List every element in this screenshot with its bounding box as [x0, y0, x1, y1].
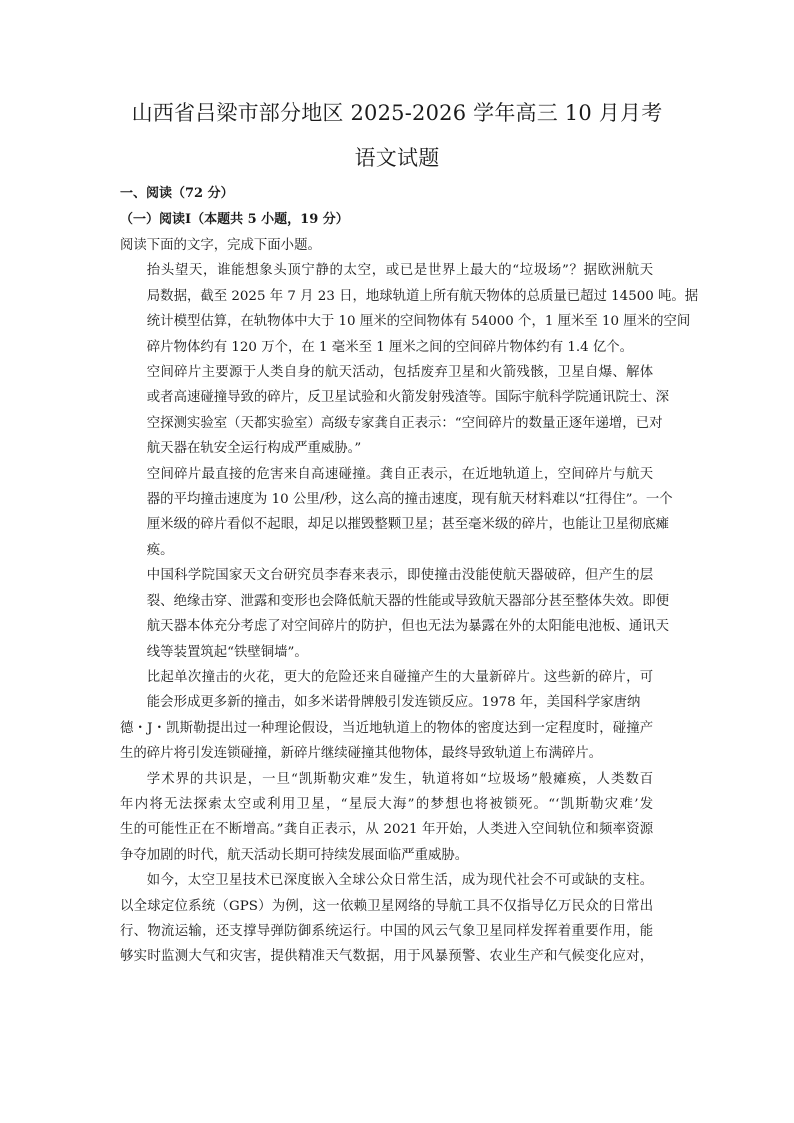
text-line: 空间碎片最直接的危害来自高速碰撞。龚自正表示，在近地轨道上，空间碎片与航天 [146, 466, 654, 482]
text-line: 能会形成更多新的撞击，如多米诺骨牌般引发连锁反应。1978 年，美国科学家唐纳 [146, 695, 641, 711]
text-line: 比起单次撞击的火花，更大的危险还来自碰撞产生的大量新碎片。这些新的碎片，可 [146, 669, 654, 685]
text-line: 或者高速碰撞导致的碎片，反卫星试验和火箭发射残渣等。国际宇航科学院通讯院士、深 [146, 390, 670, 406]
text-line: 够实时监测大气和灾害，提供精准天气数据，用于风暴预警、农业生产和气候变化应对， [120, 949, 654, 965]
text-line: 德・J・凯斯勒提出过一种理论假设，当近地轨道上的物体的密度达到一定程度时，碰撞产 [120, 720, 654, 736]
text-line: 裂、绝缘击穿、泄露和变形也会降低航天器的性能或导致航天器部分甚至整体失效。即便 [146, 593, 670, 609]
text-line: 厘米级的碎片看似不起眼，却足以摧毁整颗卫星；甚至毫米级的碎片，也能让卫星彻底瘫 [146, 517, 670, 533]
text-line: 局数据，截至 2025 年 7 月 23 日，地球轨道上所有航天物体的总质量已超过 14500 吨。据 [146, 288, 699, 304]
paragraph [120, 360, 680, 462]
text-line: 如今，太空卫星技术已深度嵌入全球公众日常生活，成为现代社会不可或缺的支柱。 [146, 873, 654, 889]
text-line: 碎片物体约有 120 万个，在 1 毫米至 1 厘米之间的空间碎片物体约有 1.4 亿个。 [146, 339, 634, 355]
subsection-heading-reading-1: （一）阅读Ⅰ（本题共 5 小题，19 分） [120, 212, 349, 227]
text-line: 生的可能性正在不断增高。”龚自正表示，从 2021 年开始，人类进入空间轨位和频率资源 [120, 822, 654, 838]
text-line: 线等装置筑起“铁壁铜墙”。 [146, 644, 308, 660]
exam-title: 山西省吕梁市部分地区 2025-2026 学年高三 10 月月考 [131, 101, 663, 125]
text-line: 抬头望天，谁能想象头顶宁静的太空，或已是世界上最大的“垃圾场”？据欧洲航天 [146, 263, 654, 279]
section-heading-reading: 一、阅读（72 分） [120, 186, 234, 201]
text-line: 空间碎片主要源于人类自身的航天活动，包括废弃卫星和火箭残骸，卫星自爆、解体 [146, 365, 654, 381]
text-line: 统计模型估算，在轨物体中大于 10 厘米的空间物体有 54000 个，1 厘米至 10 厘米的空间 [146, 314, 691, 330]
paragraph [120, 563, 680, 665]
text-line: 器的平均撞击速度为 10 公里/秒，这么高的撞击速度，现有航天材料难以“扛得住”。一个 [146, 492, 673, 508]
paragraph [120, 462, 680, 564]
text-line: 年内将无法探索太空或利用卫星，“星辰大海”的梦想也将被锁死。“‘凯斯勒灾难’发 [120, 796, 654, 812]
text-line: 中国科学院国家天文台研究员李春来表示，即使撞击没能使航天器破碎，但产生的层 [146, 568, 654, 584]
text-line: 以全球定位系统（GPS）为例，这一依赖卫星网络的导航工具不仅指导亿万民众的日常出 [120, 898, 654, 914]
text-line: 行、物流运输，还支撑导弹防御系统运行。中国的风云气象卫星同样发挥着重要作用，能 [120, 923, 654, 939]
paragraph [120, 767, 680, 869]
paragraph [120, 868, 680, 970]
text-line: 学术界的共识是，一旦“凯斯勒灾难”发生，轨道将如“垃圾场”般瘫痪，人类数百 [146, 771, 654, 787]
text-line: 争夺加剧的时代，航天活动长期可持续发展面临严重威胁。 [120, 847, 469, 863]
text-line: 痪。 [146, 542, 174, 558]
paragraph [120, 665, 680, 767]
text-line: 生的碎片将引发连锁碰撞，新碎片继续碰撞其他物体，最终导致轨道上布满碎片。 [120, 746, 603, 762]
text-line: 航天器在轨安全运行构成严重威胁。” [146, 441, 362, 457]
instruction-text: 阅读下面的文字，完成下面小题。 [120, 238, 321, 253]
paragraph [120, 258, 699, 360]
text-line: 航天器本体充分考虑了对空间碎片的防护，但也无法为暴露在外的太阳能电池板、通讯天 [146, 619, 670, 635]
text-line: 空探测实验室（天都实验室）高级专家龚自正表示：“空间碎片的数量正逐年递增，已对 [146, 415, 663, 431]
exam-subject-title: 语文试题 [354, 146, 440, 170]
reading-passage [120, 233, 699, 970]
